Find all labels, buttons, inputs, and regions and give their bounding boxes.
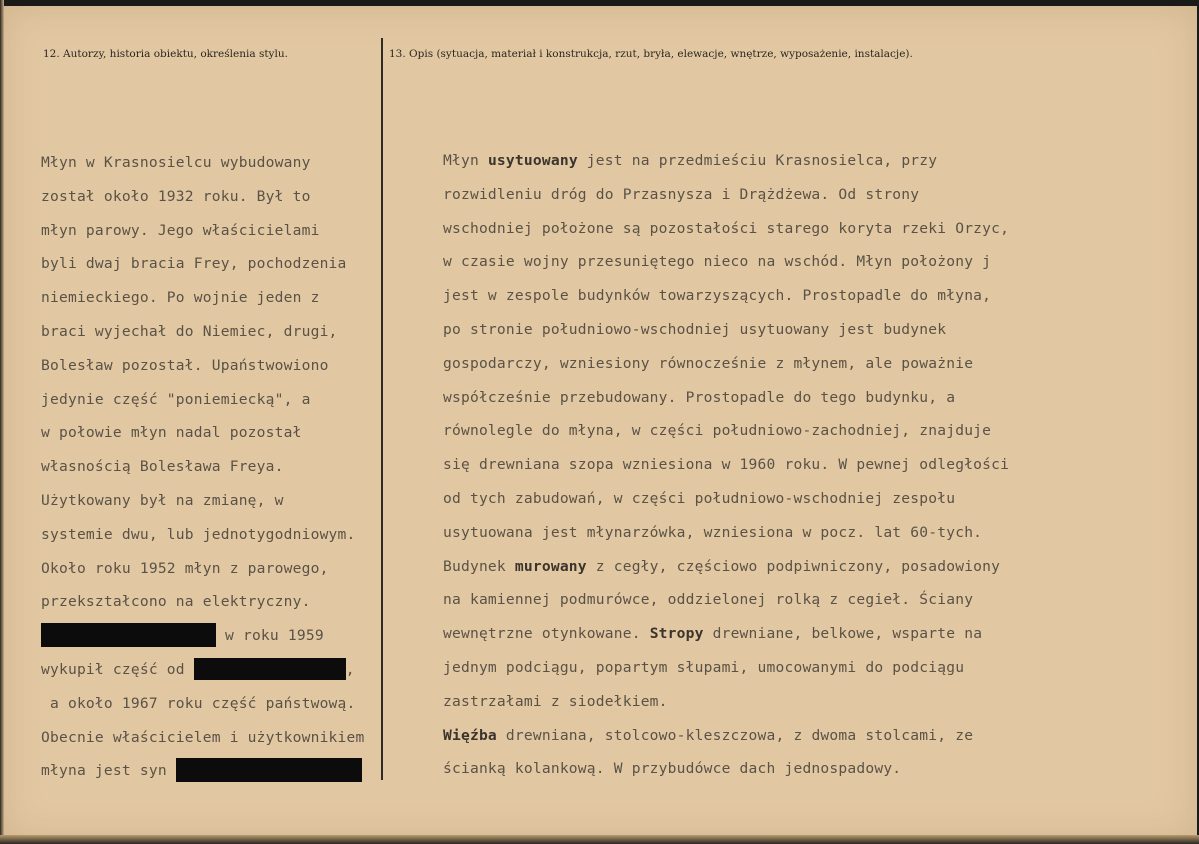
description-text: drewniane, belkowe, wsparte na [703, 625, 983, 643]
description-bold-term: usytuowany [487, 152, 578, 169]
description-line: równolegle do młyna, w części południowo-zachodniej, znajduje [443, 422, 992, 440]
description-text: Młyn [443, 152, 488, 169]
history-line: Młyn w Krasnosielcu wybudowany [41, 154, 311, 171]
description-line: współcześnie przebudowany. Prostopadle do tego budynku, a [443, 388, 956, 406]
redaction-bar [176, 758, 362, 782]
history-line: został około 1932 roku. Był to [41, 187, 311, 205]
description-text: Budynek [443, 557, 515, 575]
description-line: w czasie wojny przesuniętego nieco na wschód. Młyn położony j [443, 253, 992, 271]
scan-border-left [0, 0, 4, 844]
description-column [443, 144, 1103, 786]
history-line: w połowie młyn nadal pozostał [41, 424, 302, 442]
description-text: drewniana, stolcowo-kleszczowa, z dwoma stolcami, ze [496, 726, 974, 744]
description-bold-term: murowany [514, 557, 587, 575]
description-line: zastrzałami z siodełkiem. [443, 692, 668, 710]
description-line [443, 617, 1103, 651]
scan-border-bottom [0, 835, 1199, 844]
description-text: jest na przedmieściu Krasnosielca, przy [577, 152, 938, 169]
history-line: Obecnie właścicielem i użytkownikiem [41, 728, 365, 746]
section-13-header: 13. Opis (sytuacja, materiał i konstrukcja, rzut, bryła, elewacje, wnętrze, wyposażenie, instalacje). [389, 48, 913, 60]
history-text: w roku 1959 [216, 627, 324, 645]
history-line: a około 1967 roku część państwową. [41, 694, 356, 712]
history-line: braci wyjechał do Niemiec, drugi, [41, 322, 338, 340]
description-bold-term: Stropy [649, 625, 704, 643]
history-line: Użytkowany był na zmianę, w [41, 491, 284, 509]
description-bold-term: Więźba [443, 726, 497, 744]
description-line: jednym podciągu, popartym słupami, umocowanymi do podciągu [443, 658, 965, 676]
description-line: jest w zespole budynków towarzyszących. Prostopadle do młyna, [443, 287, 992, 305]
description-line [443, 144, 1103, 178]
history-text: młyna jest syn [41, 762, 176, 780]
redaction-bar [194, 658, 346, 680]
description-line [443, 719, 1103, 753]
description-line: wschodniej położone są pozostałości starego koryta rzeki Orzyc, [443, 219, 1010, 237]
description-line: od tych zabudowań, w części południowo-wschodniej zespołu [443, 489, 956, 507]
description-text: wewnętrzne otynkowane. [443, 625, 650, 643]
history-line-redacted [41, 619, 401, 653]
history-line: młyn parowy. Jego właścicielami [41, 221, 320, 239]
history-line: własnością Bolesława Freya. [41, 458, 284, 476]
history-column [41, 146, 401, 788]
description-line: rozwidleniu dróg do Przasnysza i Drążdżewa. Od strony [443, 185, 920, 203]
description-line [443, 550, 1103, 584]
description-line: po stronie południowo-wschodniej usytuowany jest budynek [443, 320, 947, 338]
history-text: wykupił część od [41, 660, 194, 678]
history-line: przekształcono na elektryczny. [41, 593, 311, 611]
history-line: niemieckiego. Po wojnie jeden z [41, 289, 320, 307]
history-line-redacted [41, 653, 401, 687]
history-line: Bolesław pozostał. Upaństwowiono [41, 356, 329, 374]
history-line: byli dwaj bracia Frey, pochodzenia [41, 255, 347, 273]
description-line: usytuowana jest młynarzówka, wzniesiona w pocz. lat 60-tych. [443, 523, 983, 541]
description-line: się drewniana szopa wzniesiona w 1960 roku. W pewnej odległości [443, 456, 1010, 474]
description-line: na kamiennej podmurówce, oddzielonej rolką z cegieł. Ściany [443, 591, 974, 609]
history-line: Około roku 1952 młyn z parowego, [41, 559, 329, 577]
redaction-bar [41, 623, 216, 647]
history-text: , [345, 660, 355, 678]
history-line: jedynie część "poniemiecką", a [41, 390, 311, 408]
description-text: z cegły, częściowo podpiwniczony, posadowiony [586, 557, 1001, 575]
section-12-header: 12. Autorzy, historia obiektu, określenia stylu. [43, 48, 288, 60]
history-line: systemie dwu, lub jednotygodniowym. [41, 525, 356, 543]
description-line: gospodarczy, wzniesiony równocześnie z młynem, ale poważnie [443, 354, 974, 372]
description-line: ścianką kolankową. W przybudówce dach jednospadowy. [443, 760, 902, 778]
history-line-redacted [41, 754, 401, 788]
